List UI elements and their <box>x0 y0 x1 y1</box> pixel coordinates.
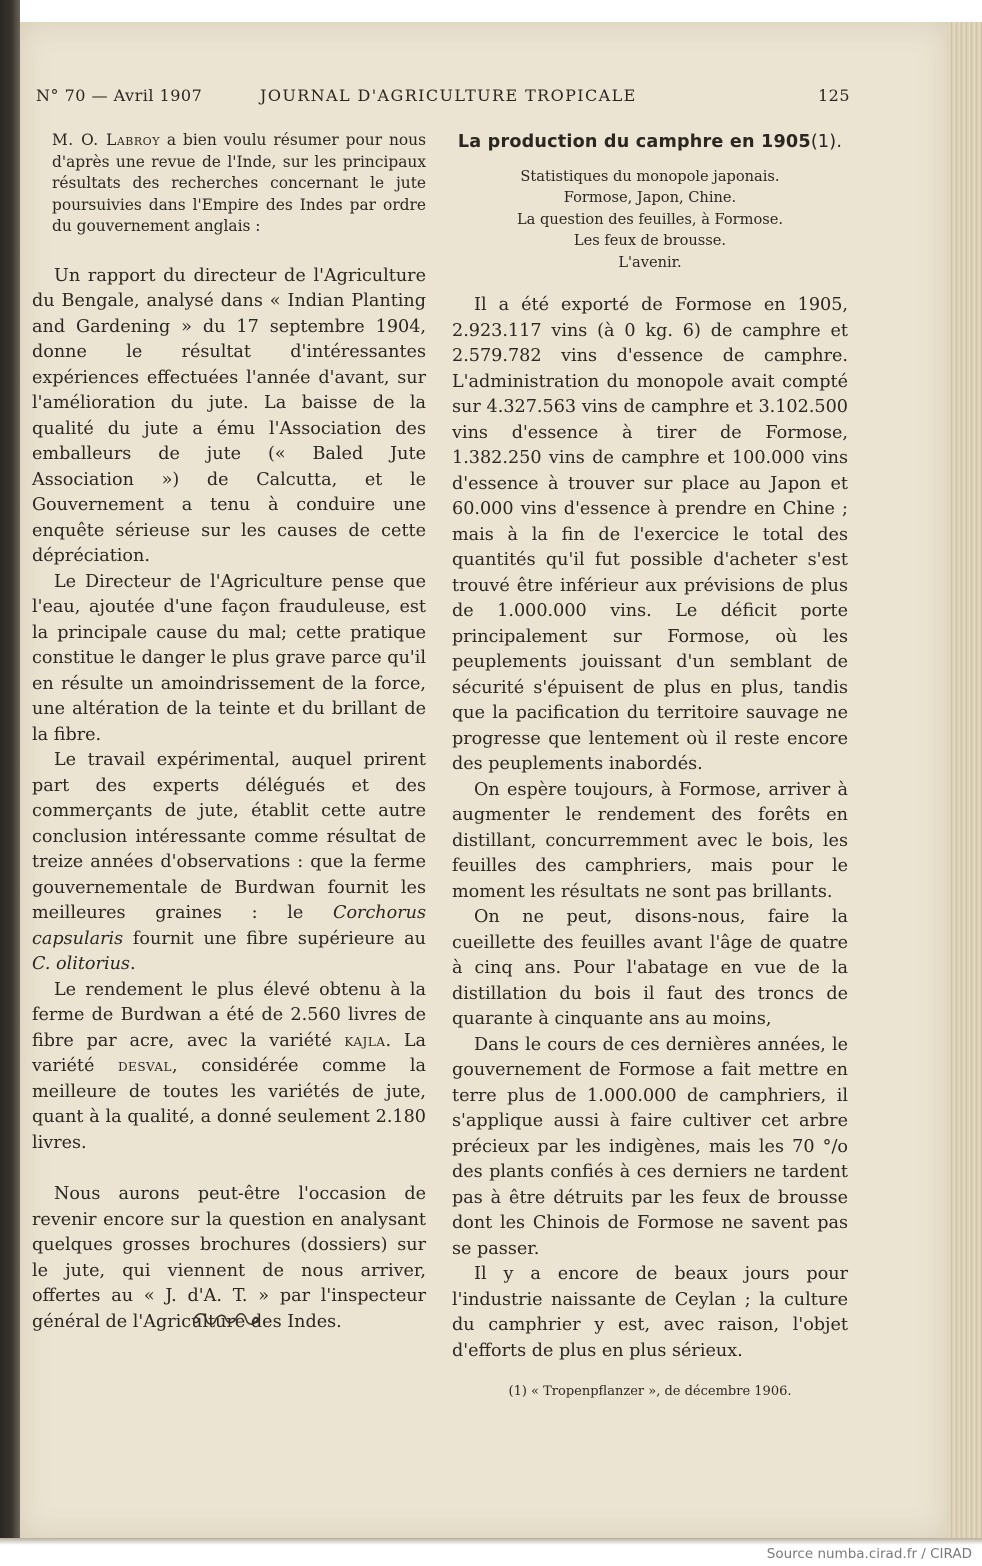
page-number: 125 <box>817 86 850 105</box>
intro-paragraph <box>32 130 426 238</box>
paragraph-leaves: On espère toujours, à Formose, arriver à augmenter le rendement des forêts en distillant, concurremment avec le bois, les feuilles des camphriers, mais pour le moment les résultats ne sont pas brillants. <box>452 779 848 902</box>
subtitle: Statistiques du monopole japonais. <box>520 168 780 185</box>
text-run: Le rendement le plus élevé obtenu à la ferme de Burdwan a été de 2.560 livres de fibre par acre, avec la variété <box>32 979 426 1051</box>
text-run: fournit une fibre supérieure au <box>123 928 426 949</box>
author-name: M. O. Labroy <box>52 131 160 149</box>
issue-label: N° 70 — Avril 1907 <box>36 86 203 105</box>
text-run: . <box>129 954 136 974</box>
variety-name: kajla <box>344 1030 386 1051</box>
paragraph-experiments <box>32 748 426 978</box>
left-column <box>32 130 426 1335</box>
paragraph-ceylon: Il y a encore de beaux jours pour l'industrie naissante de Ceylan ; la culture du camphrier y est, avec raison, l'objet d'efforts de plus en plus sérieux. <box>452 1264 848 1361</box>
subtitle: La question des feuilles, à Formose. <box>516 210 784 228</box>
subtitle: Les feux de brousse. <box>573 232 727 250</box>
right-column <box>452 130 848 1412</box>
intro-text: a bien voulu résumer pour nous d'après une revue de l'Inde, sur les principaux résultats des recherches concernant le jute poursuivies dans l'Empire des Indes par ordre du gouvernement anglais : <box>52 131 426 235</box>
article-title-text: La production du camphre en 1905 <box>457 132 811 152</box>
title-footnote-ref: (1). <box>810 132 843 152</box>
source-credit: Source numba.cirad.fr / CIRAD <box>766 1546 972 1562</box>
running-header <box>36 86 850 110</box>
page-edges <box>948 22 982 1538</box>
species-name: C. olitorius <box>32 954 130 974</box>
footnote: (1) « Tropenpflanzer », de décembre 1906. <box>508 1384 792 1400</box>
paragraph-closing: Nous aurons peut-être l'occasion de revenir encore sur la question en analysant quelques grosses brochures (dossiers) sur le jute, qui viennent de nous arriver, offertes au « J. d'A. T. » par l'inspecteur général de l'Agriculture des Indes. <box>32 1184 426 1332</box>
page-bottom-shadow <box>0 1538 982 1545</box>
paragraph-planting: Dans le cours de ces dernières années, le gouvernement de Formose a fait mettre en terre plus de 1.000.000 de camphriers, il s'applique aussi à faire cultiver cet arbre précieux par les indigènes, mais les 70 °/o des plants confiés à ces derniers ne tardent pas à être détruits par les feux de brousse dont les Chinois de Formose ne savent pas se passer. <box>452 1034 848 1259</box>
paragraph-yield <box>32 978 426 1157</box>
fleuron-ornament <box>190 1310 262 1328</box>
species-name: Corchorus capsularis <box>32 903 426 949</box>
subtitle: Formose, Japon, Chine. <box>563 189 737 207</box>
text-run: Le travail expérimental, auquel prirent part des experts délégués et des commerçants de jute, établit cette autre conclusion intéressante comme résultat de treize années d'observations : que la ferme gouvernementale de Burdwan fournit les meilleures graines : le <box>32 750 426 923</box>
journal-title: JOURNAL D'AGRICULTURE TROPICALE <box>260 86 637 105</box>
article-title <box>452 132 848 152</box>
text-run: . La variété <box>32 1030 426 1076</box>
variety-name: desval <box>117 1056 173 1076</box>
paragraph-exports: Il a été exporté de Formose en 1905, 2.923.117 vins (à 0 kg. 6) de camphre et 2.579.782 vins d'essence de camphre. L'administration du monopole avait compté sur 4.327.563 vins de camphre et 3.102.500 vins d'essence à tirer de Formose, 1.382.250 vins de camphre et 100.000 vins d'essence à trouver sur place au Japon et 60.000 vins d'essence à prendre en Chine ; mais à la fin de l'exercice le total des quantités qu'il fut possible d'acheter s'est trouvé être inférieur aux prévisions de plus de 1.000.000 vins. Le déficit porte principalement sur Formose, où les peuplements jouissant d'un semblant de sécurité s'épuisent de plus en plus, tandis que la pacification du territoire sauvage ne progresse que lentement où il reste encore des peuplements inabordés. <box>452 295 848 775</box>
subtitle: L'avenir. <box>618 253 682 271</box>
paragraph-director: Le Directeur de l'Agriculture pense que l'eau, ajoutée d'une façon frauduleuse, est la principale cause du mal; cette pratique constitue le danger le plus grave parce qu'il en résulte un amoindrissement de la force, une altération de la teinte et du brillant de la fibre. <box>32 571 426 745</box>
text-run: , considérée comme la meilleure de toutes les variétés de jute, quant à la qualité, a donné seulement 2.180 livres. <box>32 1056 427 1153</box>
paragraph-harvest: On ne peut, disons-nous, faire la cueillette des feuilles avant l'âge de quatre à cinq ans. Pour l'abatage en vue de la distillation du bois il faut des troncs de quarante à cinquante ans au moins, <box>452 907 848 1030</box>
book-gutter <box>0 0 20 1545</box>
paragraph-report: Un rapport du directeur de l'Agriculture du Bengale, analysé dans « Indian Planting and Gardening » du 17 septembre 1904, donne le résultat d'intéressantes expériences effectuées l'année d'avant, sur l'amélioration du jute. La baisse de la qualité du jute a ému l'Association des emballeurs de jute (« Baled Jute Association ») de Calcutta, et le Gouvernement a tenu à conduire une enquête sérieuse sur les causes de cette dépréciation. <box>32 265 426 566</box>
